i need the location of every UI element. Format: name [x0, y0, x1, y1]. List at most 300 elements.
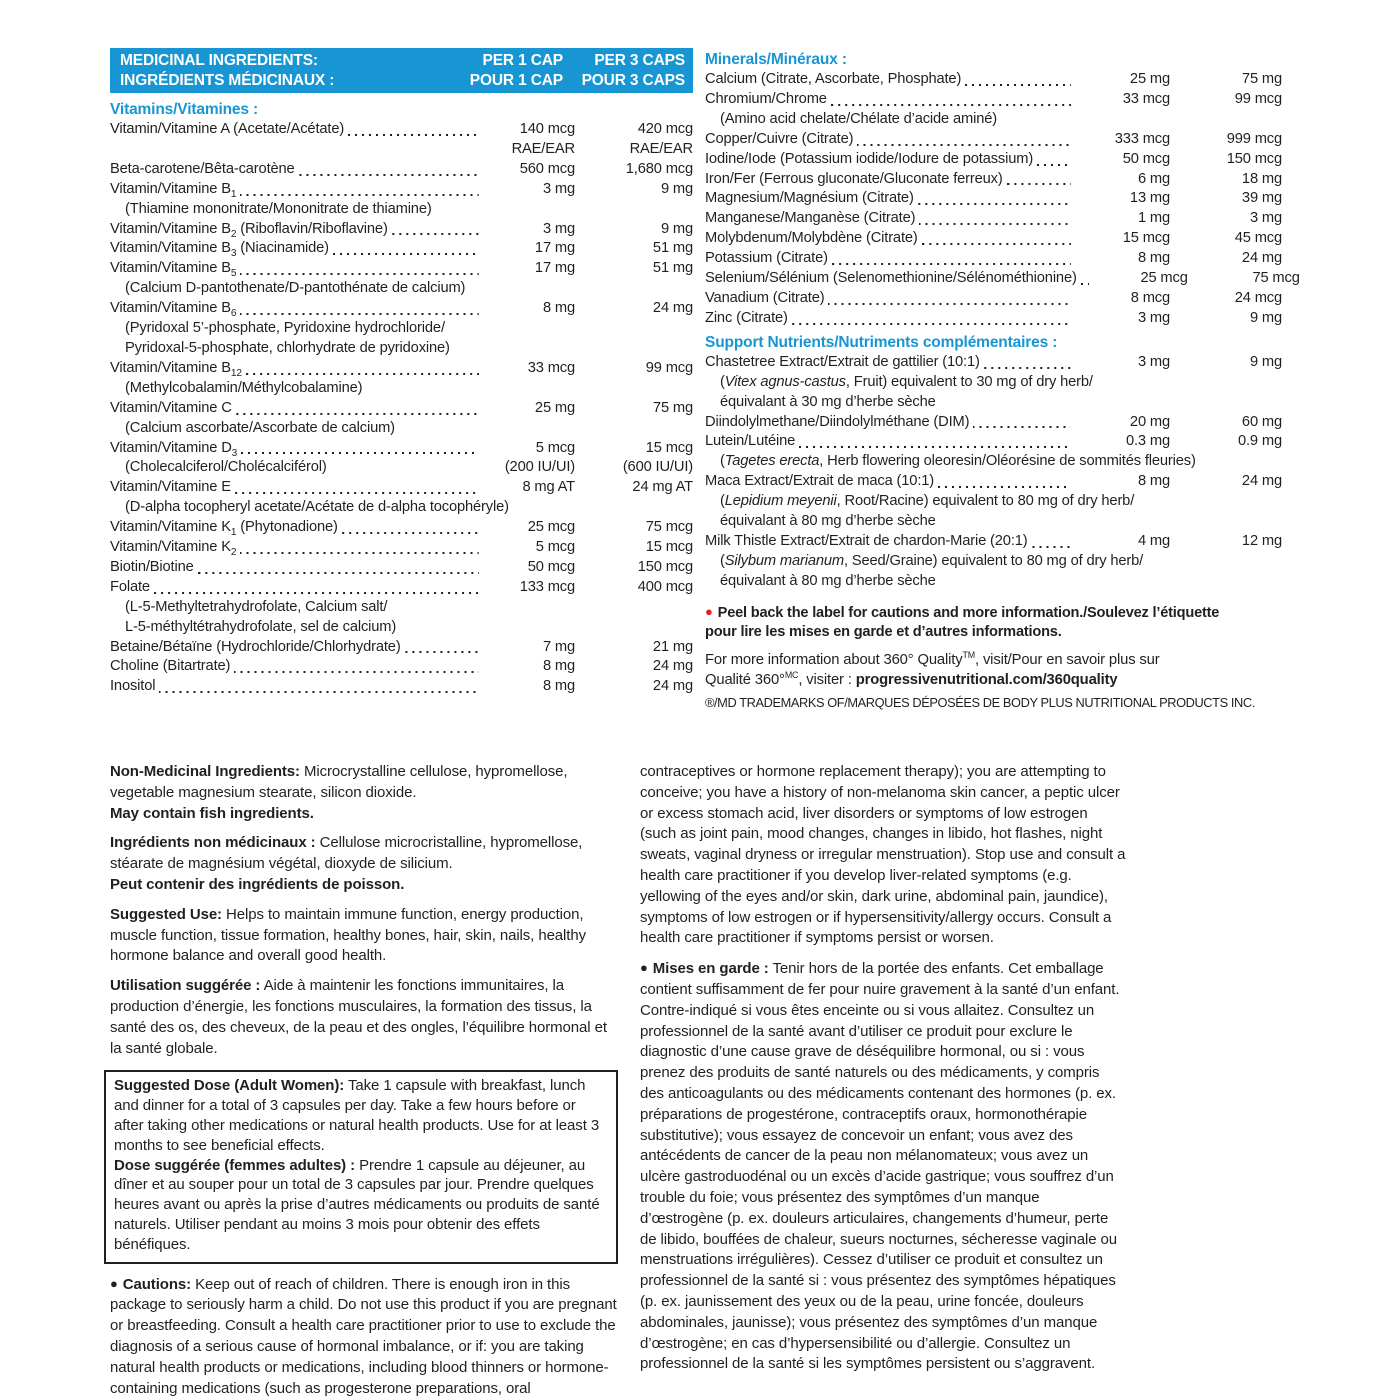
- value-per-1-cap: 25 mcg: [1140, 270, 1188, 287]
- value-per-3-caps: 3 mg: [1249, 210, 1282, 227]
- paragraph: [110, 976, 618, 1059]
- value-per-1-cap: 25 mg: [1129, 71, 1170, 87]
- value-per-1-cap: 13 mg: [1129, 190, 1170, 207]
- value-per-3-caps: 9 mg: [1249, 353, 1282, 370]
- section-heading: Vitamins/Vitamines :: [110, 101, 259, 118]
- ingredient-name: Molybdenum/Molybdène (Citrate): [705, 230, 918, 247]
- dot-leader: [240, 552, 479, 554]
- dot-leader: [236, 413, 479, 415]
- value-per-3-caps: 60 mg: [1241, 413, 1282, 430]
- ingredient-name: Zinc (Citrate): [705, 309, 788, 326]
- text-segment: Vitamin/Vitamine B: [110, 359, 231, 376]
- value-per-3-caps: 24 mg: [1241, 250, 1282, 267]
- value-per-3-caps: 99 mcg: [1234, 90, 1282, 107]
- dot-leader: [1037, 164, 1071, 166]
- dot-leader: [918, 203, 1071, 205]
- ingredient-name: Betaine/Bétaïne (Hydrochloride/Chlorhydrate): [110, 638, 401, 655]
- ingredient-name: Copper/Cuivre (Citrate): [705, 130, 854, 147]
- bottom-left-column: [110, 762, 618, 1399]
- text-segment: (: [720, 493, 725, 510]
- ingredient-name: (Methylcobalamin/Méthylcobalamine): [125, 379, 363, 396]
- ingredient-name: Iron/Fer (Ferrous gluconate/Gluconate ferreux): [705, 170, 1003, 187]
- ingredient-name: (D-alpha tocopheryl acetate/Acétate de d-alpha tocophéryle): [125, 499, 509, 516]
- value-per-1-cap: 0.3 mg: [1125, 433, 1170, 450]
- ingredient-name: Choline (Bitartrate): [110, 658, 231, 675]
- ingredient-row: [110, 439, 693, 459]
- ingredient-name: [110, 180, 236, 200]
- value-per-1-cap: 15 mcg: [1122, 230, 1170, 247]
- text-segment: TM: [962, 649, 976, 660]
- peel-back-note: [705, 602, 1240, 642]
- ingredient-name: Selenium/Sélénium (Selenomethionine/Sélénométhionine): [705, 270, 1077, 287]
- ingredient-name: Milk Thistle Extract/Extrait de chardon-Marie (20:1): [705, 532, 1028, 549]
- ingredient-row: [110, 259, 693, 279]
- ingredient-row: [110, 419, 693, 439]
- ingredient-name: Potassium (Citrate): [705, 250, 828, 267]
- trademark-line: ®/MD TRADEMARKS OF/MARQUES DÉPOSÉES DE BODY PLUS NUTRITIONAL PRODUCTS INC.: [705, 694, 1255, 710]
- ingredient-row: [110, 160, 693, 180]
- ingredient-row: [705, 170, 1282, 190]
- value-per-3-caps: 420 mcg: [637, 121, 693, 137]
- ingredients-table: [110, 48, 1300, 711]
- text-segment: Lepidium meyenii: [724, 493, 837, 510]
- value-per-1-cap: 5 mcg: [535, 539, 575, 556]
- text-segment: Aide à maintenir les fonctions immunitaires, la production d’énergie, les fonctions musculaires, la formation des tissus, la santé des os, des cheveux, de la peau et des ongles, l’équilibre hormonal et la santé globale.: [110, 977, 607, 1057]
- ingredient-row: [110, 379, 693, 399]
- suggested-dose-box: [104, 1070, 618, 1263]
- value-per-1-cap: 50 mcg: [527, 558, 575, 575]
- value-per-3-caps: 150 mcg: [637, 558, 693, 575]
- ingredient-row: [705, 532, 1282, 552]
- header-title: [120, 51, 459, 91]
- paragraph: [110, 905, 618, 967]
- value-per-3-caps: RAE/EAR: [629, 140, 693, 157]
- paragraph: [640, 958, 1126, 1375]
- dot-leader: [984, 367, 1071, 369]
- dot-leader: [241, 452, 479, 454]
- text-segment: Peel back the label for cautions and more information./Soulevez l’étiquette pour lire les mises en garde et d’autres informations.: [705, 604, 1220, 640]
- text-segment: (: [720, 552, 725, 569]
- ingredient-name: [110, 538, 236, 558]
- dot-leader: [922, 243, 1071, 245]
- ingredient-row: [705, 413, 1282, 433]
- value-per-1-cap: 560 mcg: [519, 160, 575, 177]
- ingredient-row: [705, 393, 1282, 413]
- dot-leader: [240, 194, 479, 196]
- ingredient-row: [110, 618, 693, 638]
- text-segment: , Root/Racine) equivalent to 80 mg of dry herb/: [836, 493, 1135, 510]
- dot-leader: [799, 446, 1071, 448]
- text-segment: Keep out of reach of children. There is enough iron in this package to seriously harm a child. Do not use this product if you are pregnant or breastfeeding. Consult a health care practitioner prior to use to exclude the diagnosis of a serious cause of hormonal imbalance, or if: you are taking natural health products or medications, including blood thinners or hormone-containing medications (such as progesterone preparations, oral: [110, 1275, 617, 1397]
- medicinal-ingredients-header-bar: [110, 48, 693, 93]
- text-segment: (: [720, 453, 725, 470]
- value-per-3-caps: 1,680 mcg: [625, 160, 693, 177]
- value-per-1-cap: 6 mg: [1137, 170, 1170, 187]
- text-segment: 1: [230, 188, 237, 200]
- dot-leader: [938, 486, 1071, 488]
- dot-leader: [114, 154, 479, 156]
- value-per-1-cap: 8 mg AT: [522, 479, 575, 496]
- ingredient-row: [110, 140, 693, 160]
- ingredient-row: [110, 359, 693, 379]
- text-segment: Vitex agnus-castus: [724, 373, 846, 390]
- value-per-3-caps: 99 mcg: [645, 359, 693, 376]
- value-per-3-caps: 15 mcg: [645, 439, 693, 456]
- ingredient-row: [705, 150, 1282, 170]
- ingredient-name: [110, 220, 388, 240]
- dot-leader: [198, 572, 479, 574]
- value-per-3-caps: 24 mg: [652, 678, 693, 695]
- text-segment: Ingrédients non médicinaux :: [110, 834, 316, 852]
- paragraph: [110, 804, 618, 825]
- ingredient-row: [705, 229, 1282, 249]
- text-segment: (Phytonadione): [236, 519, 338, 536]
- text-segment: 6: [230, 308, 237, 320]
- ingredient-row: [705, 452, 1282, 472]
- ingredient-name: (L-5-Methyltetrahydrofolate, Calcium salt/: [125, 598, 388, 615]
- header-col-per-3-caps: [563, 51, 685, 91]
- ingredient-row: [110, 657, 693, 677]
- per-3-caps-fr: POUR 3 CAPS: [581, 71, 685, 89]
- paragraph: [110, 875, 618, 896]
- ingredient-row: [110, 279, 693, 299]
- ingredient-name: (Calcium ascorbate/Ascorbate de calcium): [125, 419, 395, 436]
- value-per-3-caps: 45 mcg: [1234, 230, 1282, 247]
- section-heading: Minerals/Minéraux :: [705, 51, 847, 68]
- header-col-per-1-cap: [459, 51, 563, 91]
- dot-leader: [159, 691, 479, 693]
- value-per-1-cap: 25 mg: [534, 399, 575, 416]
- text-segment: Vitamin/Vitamine D: [110, 439, 232, 456]
- value-per-1-cap: 8 mcg: [1130, 289, 1170, 306]
- bullet-icon: ●: [705, 603, 713, 619]
- text-segment: Vitamin/Vitamine B: [110, 240, 231, 257]
- value-per-3-caps: 150 mcg: [1226, 150, 1282, 167]
- value-per-1-cap: RAE/EAR: [511, 140, 575, 157]
- ingredient-name: Vanadium (Citrate): [705, 289, 825, 306]
- value-per-3-caps: 75 mcg: [645, 519, 693, 536]
- bullet-icon: ●: [110, 1275, 118, 1291]
- text-segment: MC: [784, 669, 799, 680]
- text-segment: Cellulose microcristalline, hypromellose, stéarate de magnésium végétal, dioxyde de silicium.: [110, 834, 583, 873]
- ingredient-name: Pyridoxal-5-phosphate, chlorhydrate de pyridoxine): [125, 339, 450, 356]
- ingredient-row: [110, 677, 693, 697]
- text-segment: For more information about 360° Quality: [705, 651, 963, 668]
- dot-leader: [1032, 546, 1071, 548]
- ingredient-name: Vitamin/Vitamine E: [110, 479, 231, 496]
- dot-leader: [246, 373, 479, 375]
- paragraph: [110, 833, 618, 875]
- dot-leader: [965, 84, 1071, 86]
- bottom-right-column: [640, 762, 1126, 1399]
- ingredient-row: [705, 249, 1282, 269]
- minerals-and-support-sections: [705, 50, 1300, 592]
- text-segment: , visit/Pour en savoir plus sur Qualité 360°: [705, 651, 1160, 688]
- value-per-3-caps: 75 mg: [1241, 71, 1282, 87]
- dot-leader: [240, 273, 479, 275]
- value-per-1-cap: 8 mg: [1137, 473, 1170, 490]
- ingredient-name: Maca Extract/Extrait de maca (10:1): [705, 473, 935, 490]
- text-segment: , Seed/Graine) equivalent to 80 mg of dry herb/: [843, 552, 1144, 569]
- ingredient-row: [110, 220, 693, 240]
- text-segment: (: [720, 373, 725, 390]
- ingredient-row: [110, 558, 693, 578]
- dot-leader: [154, 592, 479, 594]
- bottom-text: [110, 762, 1126, 1399]
- value-per-1-cap: (200 IU/UI): [504, 459, 575, 476]
- ingredient-row: [705, 373, 1282, 393]
- ingredient-name: (Calcium D-pantothenate/D-pantothénate de calcium): [125, 280, 466, 297]
- ingredient-name: équivalant à 80 mg d’herbe sèche: [720, 572, 936, 589]
- ingredient-name: (Cholecalciferol/Cholécalciférol): [125, 459, 327, 476]
- dot-leader: [857, 144, 1071, 146]
- text-segment: Cautions:: [122, 1275, 192, 1293]
- value-per-1-cap: 7 mg: [542, 638, 575, 655]
- ingredient-name: [110, 359, 242, 379]
- ingredient-row: [110, 239, 693, 259]
- text-segment: 12: [230, 367, 242, 379]
- value-per-1-cap: 33 mcg: [1122, 90, 1170, 107]
- ingredient-name: [110, 259, 236, 279]
- dot-leader: [831, 104, 1071, 106]
- value-per-3-caps: 21 mg: [652, 638, 693, 655]
- ingredient-row: [705, 572, 1282, 592]
- value-per-1-cap: 25 mcg: [527, 519, 575, 536]
- text-segment: Suggested Use:: [110, 905, 222, 923]
- dot-leader: [919, 223, 1071, 225]
- value-per-3-caps: 39 mg: [1241, 190, 1282, 207]
- text-segment: Helps to maintain immune function, energy production, muscle function, tissue formation, healthy bones, hair, skin, nails, healthy hormone balance and overall good health.: [110, 905, 586, 965]
- paragraph: [110, 1274, 618, 1400]
- ingredient-name: [110, 439, 237, 459]
- text-segment: 1: [230, 527, 237, 539]
- value-per-3-caps: 75 mg: [652, 399, 693, 416]
- text-segment: 2: [230, 546, 237, 558]
- dot-leader: [348, 134, 479, 136]
- ingredient-row: [110, 120, 693, 140]
- text-segment: Mises en garde :: [652, 960, 769, 978]
- ingredient-row: [705, 472, 1282, 492]
- dot-leader: [1007, 183, 1071, 185]
- ingredient-name: (Thiamine mononitrate/Mononitrate de thiamine): [125, 200, 432, 217]
- value-per-1-cap: 8 mg: [542, 658, 575, 675]
- ingredient-row: [110, 518, 693, 538]
- text-segment: 3: [231, 447, 238, 459]
- value-per-1-cap: 3 mg: [1137, 309, 1170, 326]
- text-segment: Vitamin/Vitamine B: [110, 180, 231, 197]
- bullet-icon: ●: [640, 960, 648, 976]
- value-per-3-caps: 24 mg: [652, 658, 693, 675]
- ingredient-name: Manganese/Manganèse (Citrate): [705, 210, 916, 227]
- text-segment: , Herb flowering oleoresin/Oléorésine de sommités fleuries): [819, 453, 1196, 470]
- value-per-1-cap: 33 mcg: [527, 359, 575, 376]
- ingredient-row: [705, 492, 1282, 512]
- value-per-3-caps: 400 mcg: [637, 578, 693, 595]
- per-3-caps-en: PER 3 CAPS: [594, 51, 685, 69]
- value-per-3-caps: 0.9 mg: [1237, 433, 1282, 450]
- value-per-1-cap: 20 mg: [1129, 413, 1170, 430]
- dot-leader: [832, 263, 1071, 265]
- table-column-right: [705, 48, 1300, 711]
- ingredient-row: [705, 110, 1282, 130]
- ingredient-row: [110, 638, 693, 658]
- ingredient-name: Lutein/Lutéine: [705, 433, 796, 450]
- text-segment: Suggested Dose (Adult Women):: [114, 1077, 345, 1095]
- ingredient-name: Vitamin/Vitamine C: [110, 399, 232, 416]
- ingredient-row: [110, 299, 693, 319]
- per-1-cap-fr: POUR 1 CAP: [469, 71, 563, 89]
- dot-leader: [1081, 283, 1089, 285]
- dot-leader: [973, 426, 1071, 428]
- text-segment: , visiter :: [798, 671, 856, 688]
- value-per-1-cap: 5 mcg: [535, 439, 575, 456]
- value-per-3-caps: 18 mg: [1241, 170, 1282, 187]
- text-segment: 5: [230, 268, 237, 280]
- paragraph: [110, 762, 618, 804]
- value-per-3-caps: 9 mg: [660, 180, 693, 197]
- text-segment: 3: [230, 248, 237, 260]
- text-segment: progressivenutritional.com/360quality: [855, 671, 1118, 688]
- ingredient-row: [110, 538, 693, 558]
- text-segment: Microcrystalline cellulose, hypromellose, vegetable magnesium stearate, silicon dioxide.: [110, 763, 568, 801]
- value-per-3-caps: 24 mg AT: [632, 479, 693, 496]
- ingredient-row: [705, 552, 1282, 572]
- value-per-3-caps: 24 mg: [652, 300, 693, 317]
- text-segment: Vitamin/Vitamine B: [110, 260, 231, 277]
- value-per-1-cap: 17 mg: [534, 240, 575, 257]
- ingredient-name: (Amino acid chelate/Chélate d’acide aminé): [720, 110, 997, 127]
- ingredient-name: équivalant à 80 mg d’herbe sèche: [720, 513, 936, 530]
- ingredient-row: [705, 130, 1282, 150]
- value-per-1-cap: 3 mg: [542, 220, 575, 237]
- dot-leader: [792, 323, 1071, 325]
- dot-leader: [235, 492, 479, 494]
- paragraph: [640, 762, 1126, 949]
- value-per-3-caps: 12 mg: [1241, 532, 1282, 549]
- ingredient-row: [705, 289, 1282, 309]
- text-segment: Take 1 capsule with breakfast, lunch and dinner for a total of 3 capsules per day. Take a few hours before or after taking other medications or natural health products. Use for at least 3 months to see beneficial effects.: [114, 1077, 600, 1154]
- value-per-1-cap: 133 mcg: [519, 578, 575, 595]
- text-segment: contraceptives or hormone replacement therapy); you are attempting to conceive; you have a history of non-melanoma skin cancer, a peptic ulcer or excess stomach acid, liver disorders or symptoms of low estrogen (such as joint pain, mood changes, changes in libido, hot flashes, night sweats, vaginal dryness or irregular menstruation). Stop use and consult a health care practitioner if you develop liver-related symptoms (e.g. yellowing of the eyes and/or skin, dark urine, abdominal pain, jaundice), symptoms of low estrogen or if hypersensitivity/allergy occurs. Consult a health care practitioner if symptoms persist or worsen.: [640, 763, 1126, 947]
- ingredient-row: [110, 598, 693, 618]
- text-segment: Tagetes erecta: [724, 453, 820, 470]
- text-segment: (Niacinamide): [236, 240, 329, 257]
- dot-leader: [234, 671, 479, 673]
- dot-leader: [240, 313, 479, 315]
- more-info-note: [705, 650, 1183, 690]
- ingredient-row: [705, 209, 1282, 229]
- ingredient-row: [705, 512, 1282, 532]
- ingredient-row: [110, 339, 693, 359]
- dot-leader: [299, 174, 479, 176]
- ingredient-name: [705, 552, 1143, 572]
- ingredient-name: [110, 299, 236, 319]
- value-per-1-cap: 3 mg: [542, 180, 575, 197]
- ingredient-row: [705, 353, 1282, 373]
- dot-leader: [333, 253, 479, 255]
- value-per-1-cap: 8 mg: [542, 300, 575, 317]
- value-per-3-caps: 51 mg: [652, 260, 693, 277]
- value-per-1-cap: 1 mg: [1137, 210, 1170, 227]
- value-per-3-caps: 9 mg: [1249, 309, 1282, 326]
- header-title-fr: INGRÉDIENTS MÉDICINAUX :: [120, 71, 335, 89]
- value-per-3-caps: 51 mg: [652, 240, 693, 257]
- ingredient-name: [110, 239, 329, 259]
- text-segment: Silybum marianum: [724, 552, 844, 569]
- ingredient-row: [705, 90, 1282, 110]
- value-per-1-cap: 17 mg: [534, 260, 575, 277]
- paragraph: [114, 1156, 608, 1255]
- ingredient-row: [110, 200, 693, 220]
- value-per-3-caps: 15 mcg: [645, 539, 693, 556]
- ingredient-name: équivalant à 30 mg d’herbe sèche: [720, 393, 936, 410]
- ingredient-name: [705, 452, 1196, 472]
- dot-leader: [331, 472, 479, 474]
- ingredient-name: Calcium (Citrate, Ascorbate, Phosphate): [705, 71, 962, 87]
- ingredient-row: [110, 399, 693, 419]
- value-per-1-cap: 333 mcg: [1114, 130, 1170, 147]
- ingredient-name: Iodine/Iode (Potassium iodide/Iodure de potassium): [705, 150, 1034, 167]
- text-segment: Dose suggérée (femmes adultes) :: [114, 1156, 356, 1174]
- section-heading: Support Nutrients/Nutriments complémentaires :: [705, 333, 1058, 351]
- ingredient-row: [110, 478, 693, 498]
- ingredient-name: Beta-carotene/Bêta-carotène: [110, 160, 295, 177]
- ingredient-row: [705, 309, 1282, 329]
- text-segment: Peut contenir des ingrédients de poisson.: [110, 875, 405, 893]
- table-column-left: [110, 48, 693, 711]
- text-segment: Utilisation suggérée :: [110, 977, 261, 995]
- ingredient-name: [705, 373, 1093, 393]
- ingredient-name: Vitamin/Vitamine A (Acetate/Acétate): [110, 121, 345, 137]
- ingredient-name: [705, 492, 1134, 512]
- value-per-3-caps: 24 mcg: [1234, 289, 1282, 306]
- text-segment: Vitamin/Vitamine B: [110, 300, 231, 317]
- ingredient-name: Inositol: [110, 678, 156, 695]
- value-per-3-caps: 999 mcg: [1226, 130, 1282, 147]
- paragraph: [114, 1076, 608, 1155]
- ingredient-row: [110, 498, 693, 518]
- text-segment: Prendre 1 capsule au déjeuner, au dîner et au souper pour un total de 3 capsules par jour. Prendre quelques heures avant ou après la prise d’autres médicaments ou produits de santé naturels. Utiliser pendant au moins 3 mois pour obtenir des effets bénéfiques.: [114, 1156, 600, 1253]
- ingredient-name: [110, 518, 338, 538]
- ingredient-name: Diindolylmethane/Diindolylméthane (DIM): [705, 413, 970, 430]
- text-segment: (Riboflavin/Riboflavine): [236, 220, 388, 237]
- ingredient-row: [110, 319, 693, 339]
- text-segment: Vitamin/Vitamine K: [110, 519, 231, 536]
- ingredient-row: [110, 578, 693, 598]
- ingredient-row: [705, 269, 1300, 289]
- vitamins-section: [110, 100, 693, 697]
- dot-leader: [342, 532, 479, 534]
- ingredient-row: [110, 180, 693, 200]
- ingredient-name: Biotin/Biotine: [110, 558, 194, 575]
- ingredient-name: (Pyridoxal 5’-phosphate, Pyridoxine hydrochloride/: [125, 320, 445, 337]
- value-per-3-caps: (600 IU/UI): [622, 459, 693, 476]
- value-per-1-cap: 8 mg: [542, 678, 575, 695]
- dot-leader: [405, 651, 479, 653]
- per-1-cap-en: PER 1 CAP: [482, 51, 563, 69]
- value-per-3-caps: 24 mg: [1241, 473, 1282, 490]
- value-per-1-cap: 50 mcg: [1122, 150, 1170, 167]
- value-per-3-caps: 9 mg: [660, 220, 693, 237]
- ingredient-name: Magnesium/Magnésium (Citrate): [705, 190, 914, 207]
- value-per-1-cap: 140 mcg: [519, 121, 575, 137]
- ingredient-row: [705, 432, 1282, 452]
- ingredient-name: Chromium/Chrome: [705, 90, 827, 107]
- text-segment: , Fruit) equivalent to 30 mg of dry herb/: [845, 373, 1093, 390]
- text-segment: Vitamin/Vitamine B: [110, 220, 231, 237]
- text-segment: May contain fish ingredients.: [110, 804, 314, 822]
- header-title-en: MEDICINAL INGREDIENTS:: [120, 51, 318, 69]
